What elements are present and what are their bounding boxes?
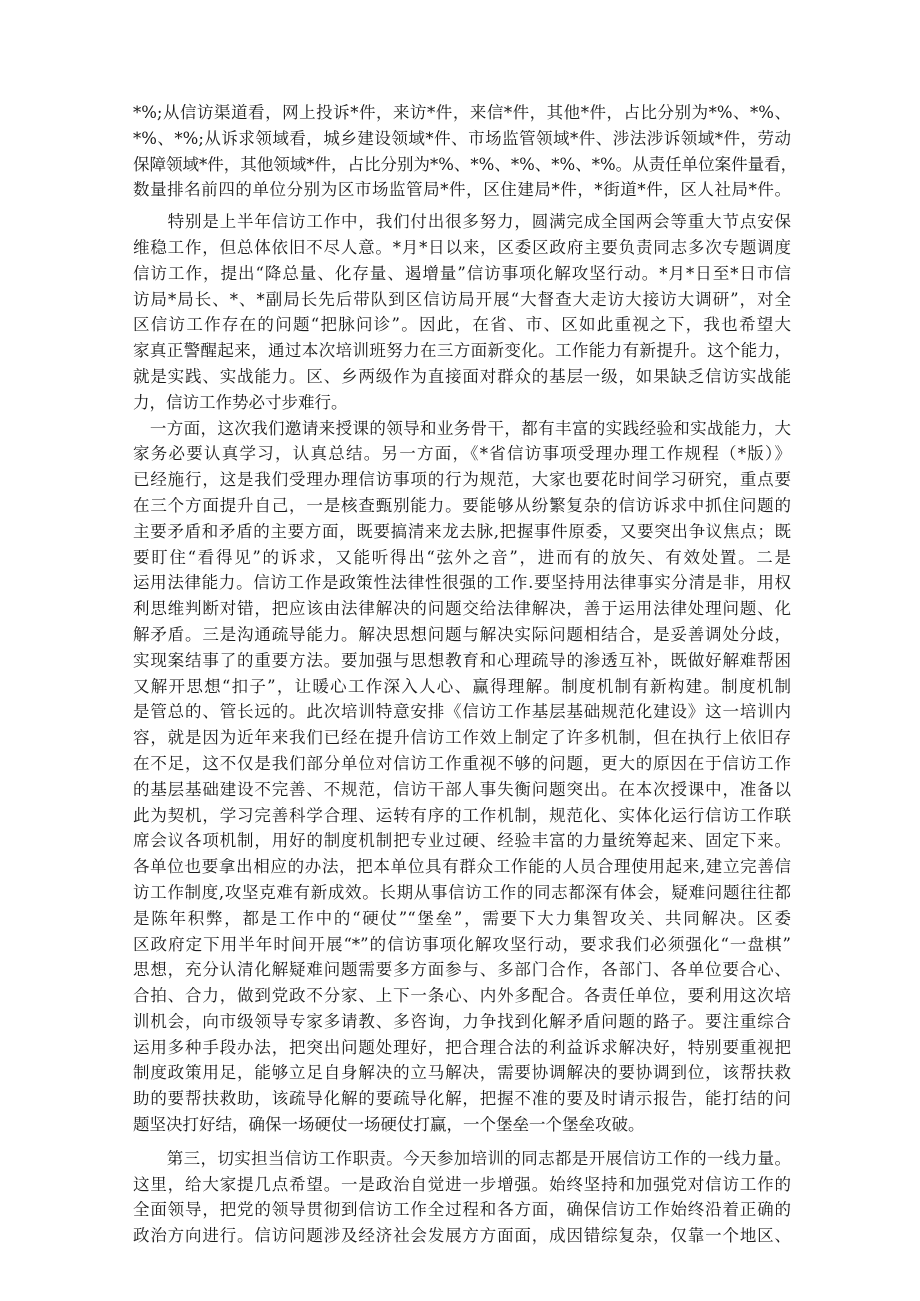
text-line: 信访工作，提出“降总量、化存量、遏增量”信访事项化解攻坚行动。*月*日至*日市信 bbox=[133, 263, 791, 283]
text-line: *%;从信访渠道看，网上投诉*件，来访*件，来信*件，其他*件，占比分别为*%、*%、 bbox=[133, 103, 791, 122]
text-line: 助的要帮扶救助，该疏导化解的要疏导化解，把握不准的要及时请示报告，能打结的问 bbox=[133, 1089, 791, 1109]
text-line: 在不足，这不仅是我们部分单位对信访工作重视不够的问题，更大的原因在于信访工作 bbox=[133, 753, 791, 773]
paragraph-responsibilities bbox=[133, 1146, 791, 1249]
text-line: 训机会，向市级领导专家多请教、多咨询，力争找到化解矛盾问题的路子。要注重综合 bbox=[133, 1011, 791, 1031]
text-line: 利思维判断对错，把应该由法律解决的问题交给法律解决，善于运用法律处理问题、化 bbox=[133, 599, 791, 619]
text-line: 实现案结事了的重要方法。要加强与思想教育和心理疏导的渗透互补，既做好解难帮困 bbox=[133, 650, 791, 670]
text-line: 解矛盾。三是沟通疏导能力。解决思想问题与解决实际问题相结合，是妥善调处分歧， bbox=[133, 624, 791, 644]
text-line: 访局*局长、*、*副局长先后带队到区信访局开展“大督查大走访大接访大调研”，对全 bbox=[133, 289, 791, 309]
text-line: 数量排名前四的单位分别为区市场监管局*件，区住建局*件，*街道*件，区人社局*件。 bbox=[133, 180, 791, 200]
text-line: 合拍、合力，做到党政不分家、上下一条心、内外多配合。各责任单位，要利用这次培 bbox=[133, 986, 791, 1006]
text-line: 题坚决打好结，确保一场硬仗一场硬仗打赢，一个堡垒一个堡垒攻破。 bbox=[133, 1115, 645, 1135]
text-line: 家真正警醒起来，通过本次培训班努力在三方面新变化。工作能力有新提升。这个能力， bbox=[133, 341, 791, 361]
text-line: 政治方向进行。信访问题涉及经济社会发展方方面面，成因错综复杂，仅靠一个地区、 bbox=[133, 1226, 791, 1246]
text-line: 访工作制度,攻坚克难有新成效。长期从事信访工作的同志都深有体会，疑难问题往往都 bbox=[133, 882, 791, 902]
text-line: 这里，给大家提几点希望。一是政治自觉进一步增强。始终坚持和加强党对信访工作的 bbox=[133, 1174, 791, 1194]
text-line: 的基层基础建设不完善、不规范，信访干部人事失衡问题突出。在本次授课中，准备以 bbox=[133, 779, 791, 799]
text-line: 制度政策用足，能够立足自身解决的立马解决，需要协调解决的要协调到位，该帮扶救 bbox=[133, 1063, 791, 1083]
text-line: 在三个方面提升自己，一是核查甄别能力。要能够从纷繁复杂的信访诉求中抓住问题的 bbox=[133, 495, 791, 515]
text-line: 区信访工作存在的问题“把脉问诊”。因此，在省、市、区如此重视之下，我也希望大 bbox=[133, 315, 791, 335]
text-line: 家务必要认真学习，认真总结。另一方面，《*省信访事项受理办理工作规程（*版）》 bbox=[133, 444, 791, 464]
text-line: 就是实践、实战能力。区、乡两级作为直接面对群众的基层一级，如果缺乏信访实战能 bbox=[133, 366, 791, 386]
text-line: 已经施行，这是我们受理办理信访事项的行为规范，大家也要花时间学习研究，重点要 bbox=[133, 470, 791, 490]
paragraph-capability-building bbox=[133, 416, 791, 1138]
text-line: *%、*%;从诉求领域看，城乡建设领域*件、市场监管领域*件、涉法涉诉领域*件，劳动 bbox=[133, 128, 791, 148]
text-line: 容，就是因为近年来我们已经在提升信访工作效上制定了许多机制，但在执行上依旧存 bbox=[133, 728, 791, 748]
text-line: 又解开思想“扣子”，让暖心工作深入人心、赢得理解。制度机制有新构建。制度机制 bbox=[133, 676, 791, 696]
text-line: 思想，充分认清化解疑难问题需要多方面参与、多部门合作，各部门、各单位要合心、 bbox=[133, 960, 791, 980]
text-line: 是陈年积弊，都是工作中的“硬仗”“堡垒”，需要下大力集智攻关、共同解决。区委 bbox=[133, 908, 791, 928]
text-line: 力，信访工作势必寸步难行。 bbox=[133, 392, 348, 412]
document-page bbox=[133, 100, 798, 1249]
text-line: 各单位也要拿出相应的办法，把本单位具有群众工作能的人员合理使用起来,建立完善信 bbox=[133, 857, 791, 877]
text-line: 保障领域*件，其他领域*件，占比分别为*%、*%、*%、*%、*%。从责任单位案件量看， bbox=[133, 154, 798, 174]
text-line: 运用多种手段办法，把突出问题处理好，把合理合法的利益诉求解决好，特别要重视把 bbox=[133, 1037, 791, 1057]
text-line: 维稳工作，但总体依旧不尽人意。*月*日以来，区委区政府主要负责同志多次专题调度 bbox=[133, 237, 791, 257]
text-line: 一方面，这次我们邀请来授课的领导和业务骨干，都有丰富的实践经验和实战能力，大 bbox=[133, 418, 791, 438]
text-line: 区政府定下用半年时间开展“*”的信访事项化解攻坚行动，要求我们必须强化“一盘棋” bbox=[133, 934, 791, 954]
paragraph-statistics bbox=[133, 100, 798, 203]
text-line: 全面领导，把党的领导贯彻到信访工作全过程和各方面，确保信访工作始终沿着正确的 bbox=[133, 1200, 791, 1220]
text-line: 第三，切实担当信访工作职责。今天参加培训的同志都是开展信访工作的一线力量。 bbox=[133, 1148, 791, 1168]
text-line: 运用法律能力。信访工作是政策性法律性很强的工作.要坚持用法律事实分清是非，用权 bbox=[133, 573, 791, 593]
text-line: 特别是上半年信访工作中，我们付出很多努力，圆满完成全国两会等重大节点安保 bbox=[133, 212, 791, 232]
text-line: 是管总的、管长远的。此次培训特意安排《信访工作基层基础规范化建设》这一培训内 bbox=[133, 702, 791, 722]
text-line: 要盯住“看得见”的诉求，又能听得出“弦外之音”，进而有的放矢、有效处置。二是 bbox=[133, 547, 791, 567]
text-line: 主要矛盾和矛盾的主要方面，既要搞清来龙去脉,把握事件原委，又要突出争议焦点；既 bbox=[133, 521, 791, 541]
paragraph-first-half-review bbox=[133, 209, 791, 415]
text-line: 此为契机，学习完善科学合理、运转有序的工作机制，规范化、实体化运行信访工作联 bbox=[133, 805, 791, 825]
text-line: 席会议各项机制，用好的制度机制把专业过硬、经验丰富的力量统筹起来、固定下来。 bbox=[133, 831, 791, 851]
